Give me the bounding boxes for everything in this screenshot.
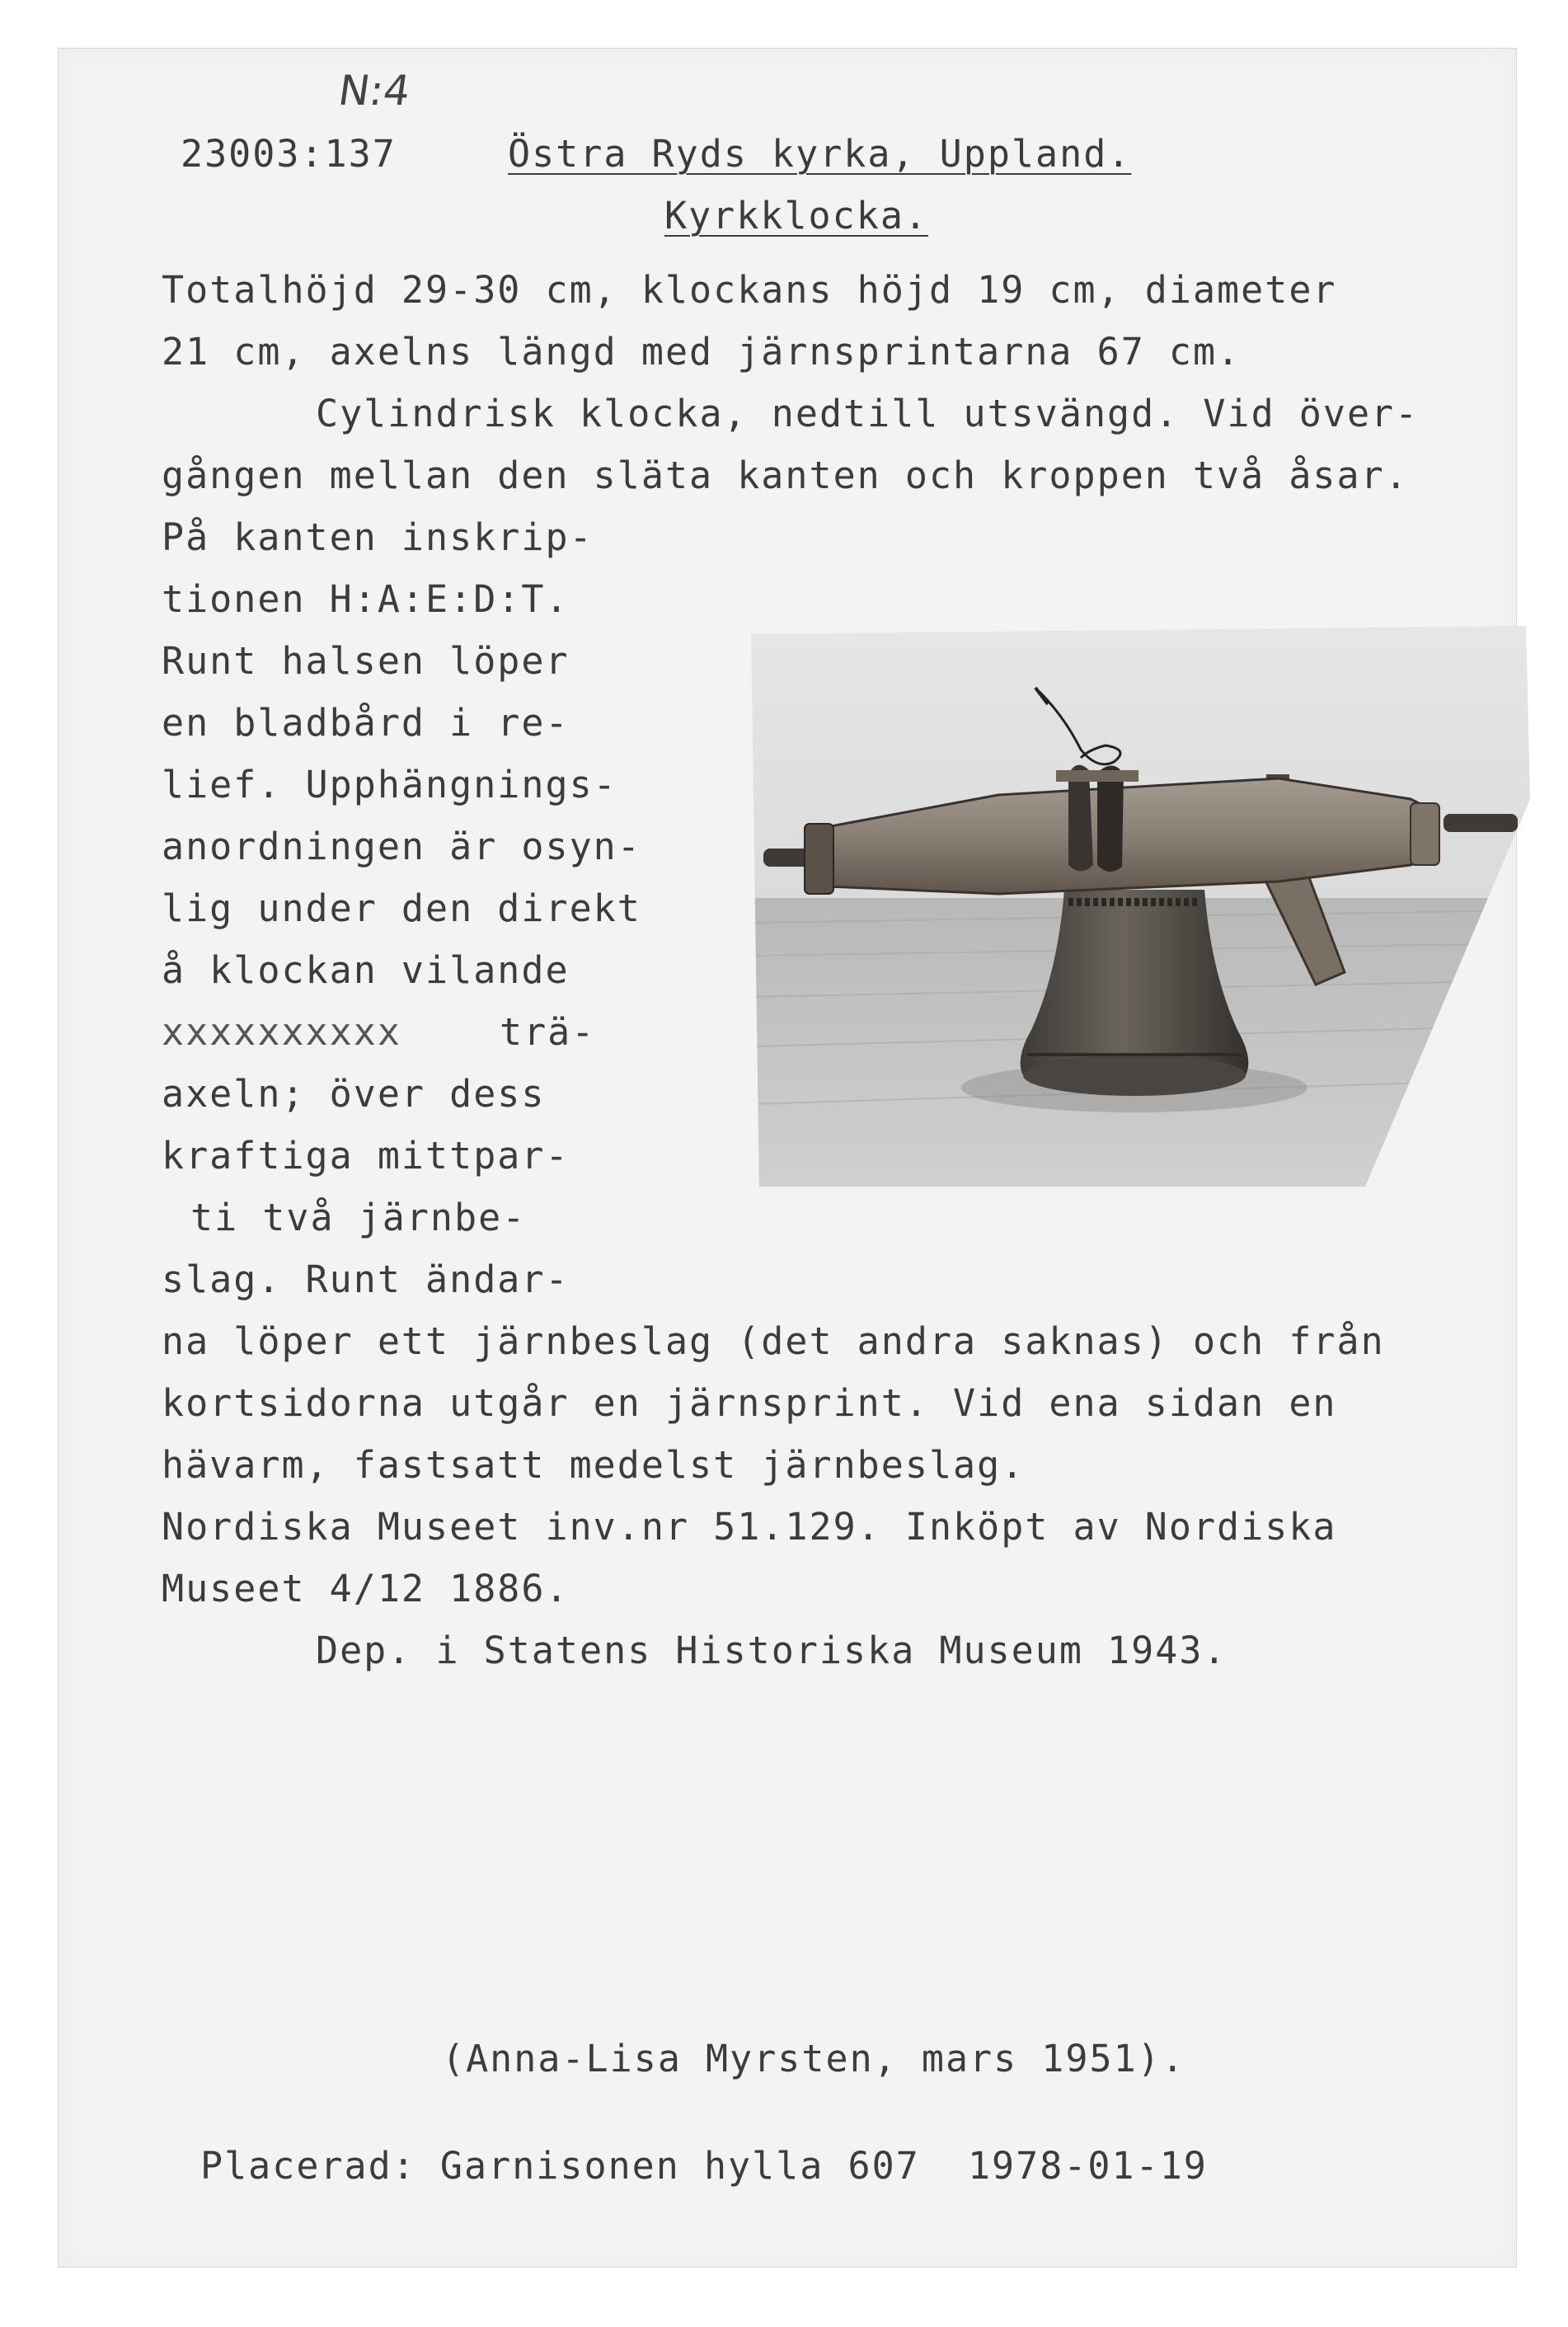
text-line-17: slag. Runt ändar-: [162, 1258, 570, 1301]
text-line-9: lief. Upphängnings-: [162, 763, 617, 806]
text-line-6: tionen H:A:E:D:T.: [162, 577, 570, 621]
placement-line: Placerad: Garnisonen hylla 607 1978-01-19: [200, 2144, 1208, 2188]
text-line-23: Dep. i Statens Historiska Museum 1943.: [316, 1629, 1228, 1672]
title-line-1: Östra Ryds kyrka, Uppland.: [508, 132, 1132, 176]
text-line-1: Totalhöjd 29-30 cm, klockans höjd 19 cm, diameter: [162, 268, 1337, 312]
text-line-12: å klockan vilande: [162, 948, 570, 992]
text-line-20: hävarm, fastsatt medelst järnbeslag.: [162, 1443, 1026, 1487]
catalog-number: 23003:137: [181, 132, 397, 176]
text-line-8: en bladbård i re-: [162, 701, 570, 745]
text-line-15: kraftiga mittpar-: [162, 1134, 570, 1178]
catalog-card: [58, 48, 1517, 2268]
text-line-10: anordningen är osyn-: [162, 825, 641, 868]
text-line-13: trä-: [500, 1010, 596, 1054]
author-line: (Anna-Lisa Myrsten, mars 1951).: [442, 2037, 1185, 2080]
text-line-14: axeln; över dess: [162, 1072, 546, 1116]
title-line-2: Kyrkklocka.: [664, 194, 929, 237]
struck-out-text: xxxxxxxxxx: [162, 1010, 401, 1054]
text-line-5: På kanten inskrip-: [162, 515, 594, 559]
text-line-2: 21 cm, axelns längd med järnsprintarna 67 cm.: [162, 330, 1242, 374]
text-line-21: Nordiska Museet inv.nr 51.129. Inköpt av Nordiska: [162, 1505, 1337, 1549]
text-line-7: Runt halsen löper: [162, 639, 570, 683]
bell-photograph: [751, 626, 1530, 1187]
text-line-18: na löper ett järnbeslag (det andra saknas) och från: [162, 1319, 1385, 1363]
text-line-11: lig under den direkt: [162, 886, 641, 930]
text-line-22: Museet 4/12 1886.: [162, 1567, 570, 1610]
text-line-19: kortsidorna utgår en järnsprint. Vid ena sidan en: [162, 1381, 1337, 1425]
handwritten-number: N:4: [335, 67, 414, 115]
text-line-3: Cylindrisk klocka, nedtill utsvängd. Vid över-: [316, 392, 1420, 435]
text-line-16: ti två järnbe-: [190, 1196, 527, 1239]
text-line-4: gången mellan den släta kanten och kroppen två åsar.: [162, 454, 1409, 497]
